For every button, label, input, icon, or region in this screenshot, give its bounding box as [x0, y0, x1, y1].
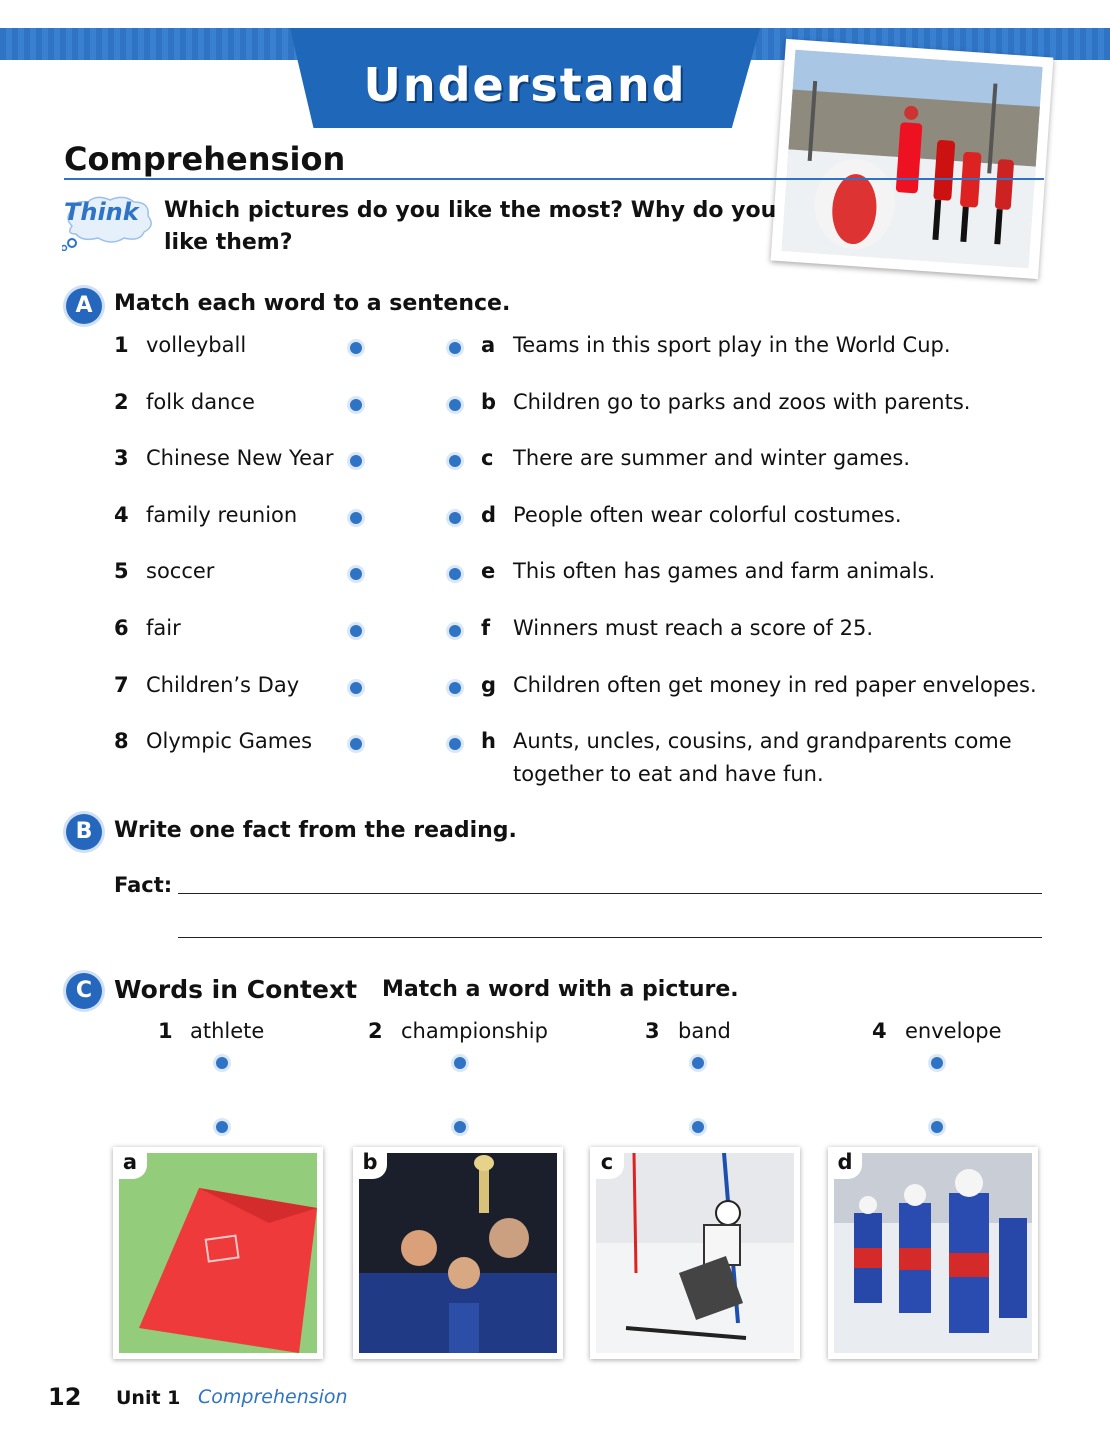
word-number: 3	[114, 446, 129, 471]
context-word-text: envelope	[905, 1019, 1002, 1043]
context-picture-dot[interactable]	[692, 1121, 704, 1133]
word-text: family reunion	[146, 502, 298, 527]
banner-title: Understand	[363, 58, 687, 112]
part-c-instruction: Match a word with a picture.	[382, 977, 739, 1002]
word-number: 1	[114, 333, 129, 357]
picture-c-letter: c	[590, 1147, 624, 1179]
word-match-dot[interactable]	[350, 682, 362, 694]
sentence-match-dot[interactable]	[449, 512, 461, 524]
sentence-text: Children often get money in red paper envelopes.	[513, 672, 1037, 697]
marching-band-image	[834, 1153, 1032, 1353]
word-match-dot[interactable]	[350, 455, 362, 467]
sentence-match-dot[interactable]	[449, 455, 461, 467]
sentence-text: Teams in this sport play in the World Cup.	[513, 333, 951, 357]
skier-image	[596, 1153, 794, 1353]
sentence-match-dot[interactable]	[449, 399, 461, 411]
page-number: 12	[48, 1383, 82, 1411]
word-number: 5	[114, 559, 129, 584]
part-b-instruction: Write one fact from the reading.	[114, 818, 517, 843]
part-a-badge: A	[66, 288, 102, 324]
sentence-letter: b	[481, 389, 497, 414]
think-question-line1: Which pictures do you like the most? Why do you	[164, 198, 777, 223]
folk-dance-illustration	[781, 50, 1042, 269]
sentence-letter: e	[481, 559, 496, 584]
context-picture-dot[interactable]	[931, 1121, 943, 1133]
word-number: 2	[114, 389, 129, 414]
word-number: 4	[114, 502, 129, 527]
picture-c	[590, 1147, 800, 1359]
picture-b-letter: b	[353, 1147, 387, 1179]
picture-a	[113, 1147, 323, 1359]
part-b-badge: B	[66, 814, 102, 850]
sentence-letter: a	[481, 333, 496, 357]
context-word-number: 3	[645, 1019, 660, 1043]
context-word-text: athlete	[190, 1019, 265, 1043]
word-number: 7	[114, 672, 129, 697]
word-text: Olympic Games	[146, 729, 313, 754]
context-word-text: band	[678, 1019, 731, 1043]
word-text: Children’s Day	[146, 672, 300, 697]
context-picture-dot[interactable]	[454, 1121, 466, 1133]
context-word-dot[interactable]	[216, 1057, 228, 1069]
picture-d	[828, 1147, 1038, 1359]
context-word-dot[interactable]	[931, 1057, 943, 1069]
word-match-dot[interactable]	[350, 568, 362, 580]
context-word-number: 4	[872, 1019, 887, 1043]
sentence-match-dot[interactable]	[449, 342, 461, 354]
picture-d-letter: d	[828, 1147, 862, 1179]
team-trophy-image	[359, 1153, 557, 1353]
sentence-match-dot[interactable]	[449, 682, 461, 694]
word-text: fair	[146, 616, 181, 640]
context-word-dot[interactable]	[454, 1057, 466, 1069]
section-underline	[64, 178, 1044, 180]
part-c-title: Words in Context	[114, 975, 358, 1004]
context-word-number: 1	[158, 1019, 173, 1043]
footer-unit: Unit 1	[116, 1387, 181, 1409]
fact-label: Fact:	[114, 873, 173, 897]
context-word-dot[interactable]	[692, 1057, 704, 1069]
sentence-letter: d	[481, 502, 497, 527]
word-match-dot[interactable]	[350, 625, 362, 637]
word-text: soccer	[146, 559, 215, 584]
sentence-match-dot[interactable]	[449, 625, 461, 637]
word-text: folk dance	[146, 389, 255, 414]
sentence-letter: g	[481, 672, 497, 697]
sentence-text: Children go to parks and zoos with parents.	[513, 389, 971, 414]
picture-b	[353, 1147, 563, 1359]
sentence-text-continued: together to eat and have fun.	[513, 762, 824, 787]
footer-section: Comprehension	[198, 1386, 348, 1408]
fact-line-1[interactable]	[178, 893, 1042, 894]
sentence-match-dot[interactable]	[449, 738, 461, 750]
think-question-line2: like them?	[164, 230, 293, 255]
part-c-badge: C	[66, 973, 102, 1009]
word-match-dot[interactable]	[350, 399, 362, 411]
sentence-text: There are summer and winter games.	[513, 446, 911, 471]
part-a-instruction: Match each word to a sentence.	[114, 291, 511, 316]
folk-dance-photo	[771, 39, 1054, 279]
word-match-dot[interactable]	[350, 512, 362, 524]
context-word-text: championship	[401, 1019, 548, 1043]
sentence-text: People often wear colorful costumes.	[513, 502, 902, 527]
sentence-letter: c	[481, 446, 494, 471]
context-picture-dot[interactable]	[216, 1121, 228, 1133]
sentence-match-dot[interactable]	[449, 568, 461, 580]
word-match-dot[interactable]	[350, 738, 362, 750]
word-text: volleyball	[146, 333, 247, 357]
sentence-text: Winners must reach a score of 25.	[513, 616, 873, 640]
context-word-number: 2	[368, 1019, 383, 1043]
word-number: 8	[114, 729, 129, 754]
picture-a-letter: a	[113, 1147, 147, 1179]
word-text: Chinese New Year	[146, 446, 334, 471]
word-match-dot[interactable]	[350, 342, 362, 354]
word-number: 6	[114, 616, 129, 640]
think-label: Think	[64, 198, 139, 226]
section-title: Comprehension	[64, 140, 346, 178]
sentence-letter: h	[481, 729, 496, 754]
fact-line-2[interactable]	[178, 937, 1042, 938]
sentence-text: Aunts, uncles, cousins, and grandparents come	[513, 729, 1012, 754]
red-envelope-image	[119, 1153, 317, 1353]
sentence-letter: f	[481, 616, 491, 640]
sentence-text: This often has games and farm animals.	[513, 559, 936, 584]
